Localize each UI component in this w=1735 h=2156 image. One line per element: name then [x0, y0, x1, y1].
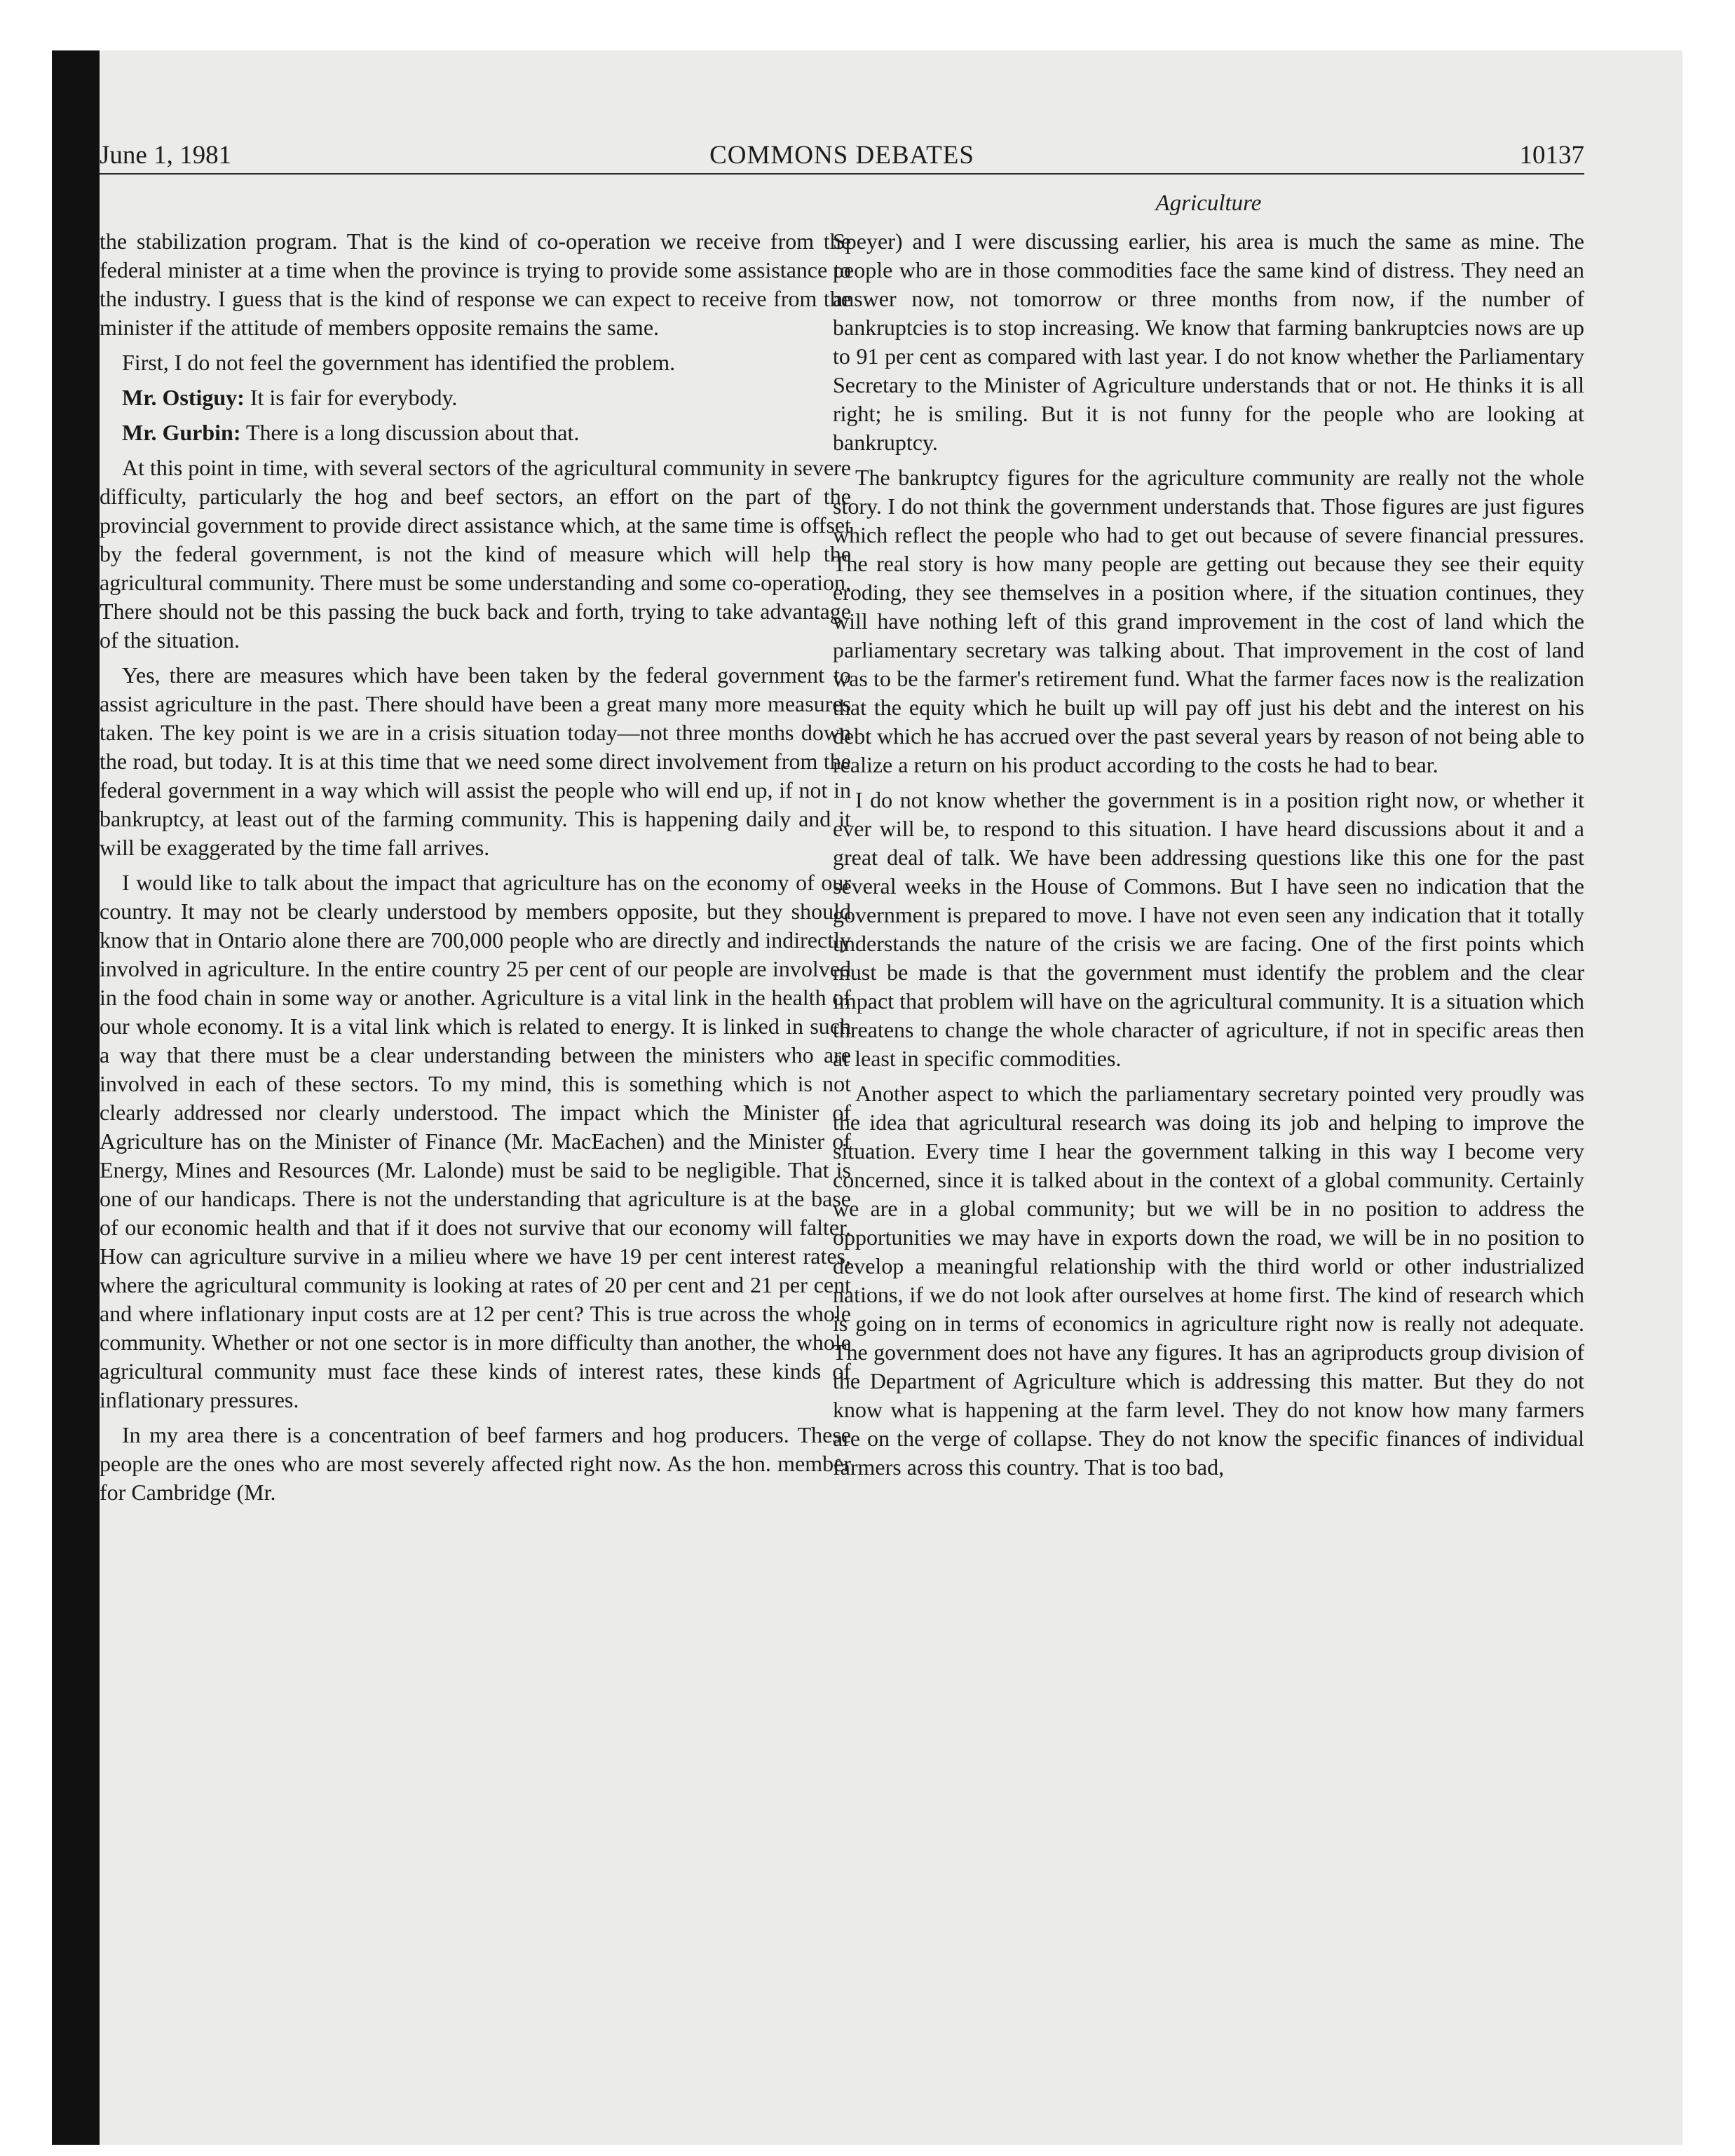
speech-gurbin [100, 418, 851, 447]
header-date: June 1, 1981 [100, 141, 232, 170]
paragraph: I do not know whether the government is in a position right now, or whether it ever will be, to respond to this situation. I have heard discussions about it and a great deal of talk. We have been addressing questions like this one for the past several weeks in the House of Commons. But I have seen no indication that the government is prepared to move. I have not even seen any indication that it totally understands the nature of the crisis we are facing. One of the first points which must be made is that the government must identify the problem and the clear impact that problem will have on the agricultural community. It is a situation which threatens to change the whole character of agriculture, if not in specific areas then at least in specific commodities. [833, 787, 1584, 1071]
speaker-name: Mr. Gurbin: [122, 420, 241, 445]
binding-edge [52, 50, 100, 2145]
speech-text: It is fair for everybody. [250, 385, 458, 410]
paragraph: First, I do not feel the government has identified the problem. [122, 350, 676, 375]
header-publication: COMMONS DEBATES [709, 141, 974, 170]
page-header [100, 140, 1584, 172]
paragraph: Speyer) and I were discussing earlier, his area is much the same as mine. The people who are in those commodities face the same kind of distress. They need an answer now, not tomorrow or three months from now, if the number of bankruptcies is to stop increasing. We know that farming bankruptcies nows are up to 91 per cent as compared with last year. I do not know whether the Parliamentary Secretary to the Minister of Agriculture understands that or not. He thinks it is all right; he is smiling. But it is not funny for the people who are looking at bankruptcy. [833, 228, 1584, 455]
paragraph: The bankruptcy figures for the agriculture community are really not the whole story. I do not think the government understands that. Those figures are just figures which reflect the people who had to get out because of severe financial pressures. The real story is how many people are getting out because they see their equity eroding, they see themselves in a position where, if the situation continues, they will have nothing left of this grand improvement in the cost of land which the parliamentary secretary was talking about. That improvement in the cost of land was to be the farmer's retirement fund. What the farmer faces now is the realization that the equity which he built up will pay off just his debt and the interest on his debt which he has accrued over the past several years by reason of not being able to realize a return on his product according to the costs he had to bear. [833, 465, 1584, 777]
speaker-name: Mr. Ostiguy: [122, 385, 245, 410]
left-column [100, 227, 851, 1513]
speech-text: There is a long discussion about that. [245, 420, 580, 445]
paragraph: the stabilization program. That is the kind of co-operation we receive from the federal minister at a time when the province is trying to provide some assistance to the industry. I guess that is the kind of response we can expect to receive from the minister if the attitude of members opposite remains the same. [100, 228, 851, 340]
paragraph: I would like to talk about the impact that agriculture has on the economy of our country. It may not be clearly understood by members opposite, but they should know that in Ontario alone there are 700,000 people who are directly and indirectly involved in agriculture. In the entire country 25 per cent of our people are involved in the food chain in some way or another. Agriculture is a vital link in the health of our whole economy. It is a vital link which is related to energy. It is linked in such a way that there must be a clear understanding between the ministers who are involved in each of these sectors. To my mind, this is something which is not clearly addressed nor clearly understood. The impact which the Minister of Agriculture has on the Minister of Finance (Mr. MacEachen) and the Minister of Energy, Mines and Resources (Mr. Lalonde) must be said to be negligible. That is one of our handicaps. There is not the understanding that agriculture is at the base of our economic health and that if it does not survive that our economy will falter. How can agriculture survive in a milieu where we have 19 per cent interest rates, where the agricultural community is looking at rates of 20 per cent and 21 per cent and where inflationary input costs are at 12 per cent? This is true across the whole community. Whether or not one sector is in more difficulty than another, the whole agricultural community must face these kinds of interest rates, these kinds of inflationary pressures. [100, 870, 851, 1412]
speech-ostiguy [100, 383, 851, 412]
paragraph: In my area there is a concentration of beef farmers and hog producers. These people are the ones who are most severely affected right now. As the hon. member for Cambridge (Mr. [100, 1422, 851, 1505]
header-page-number: 10137 [1519, 141, 1584, 170]
paragraph: Yes, there are measures which have been taken by the federal government to assist agriculture in the past. There should have been a great many more measures taken. The key point is we are in a crisis situation today—not three months down the road, but today. It is at this time that we need some direct involvement from the federal government in a way which will assist the people who will end up, if not in bankruptcy, at least out of the farming community. This is happening daily and it will be exaggerated by the time fall arrives. [100, 662, 851, 860]
paragraph: Another aspect to which the parliamentary secretary pointed very proudly was the idea that agricultural research was doing its job and helping to improve the situation. Every time I hear the government talking in this way I become very concerned, since it is talked about in the context of a global community. Certainly we are in a global community; but we will be in no position to address the opportunities we may have in exports down the road, we will be in no position to develop a meaningful relationship with the third world or other industrialized nations, if we do not look after ourselves at home first. The kind of research which is going on in terms of economics in agriculture right now is really not adequate. The government does not have any figures. It has an agriproducts group division of the Department of Agriculture which is addressing this matter. But they do not know what is happening at the farm level. They do not know how many farmers are on the verge of collapse. They do not know the specific finances of individual farmers across this country. That is too bad, [833, 1081, 1584, 1480]
header-rule [100, 173, 1584, 175]
right-column [833, 227, 1584, 1488]
section-label: Agriculture [1155, 191, 1262, 216]
paragraph: At this point in time, with several sectors of the agricultural community in severe difficulty, particularly the hog and beef sectors, an effort on the part of the provincial government to provide direct assistance which, at the same time is offset by the federal government, is not the kind of measure which will help the agricultural community. There must be some understanding and some co-operation. There should not be this passing the buck back and forth, trying to take advantage of the situation. [100, 455, 851, 653]
